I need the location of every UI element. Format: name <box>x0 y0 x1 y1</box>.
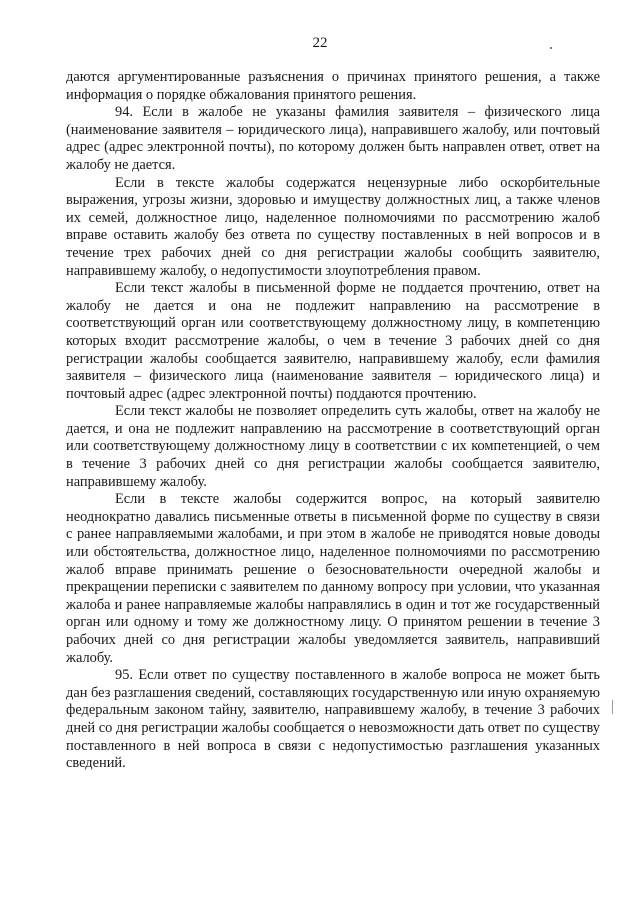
page-number: 22 <box>312 35 328 51</box>
scan-mark <box>550 47 552 49</box>
scan-mark <box>612 700 613 714</box>
paragraph-94: 94. Если в жалобе не указаны фамилия заявителя – физического лица (наименование заявителя – юридического лица), направившего жалобу, или почтовый адрес (адрес электронной почты), по которому должен быть направлен ответ, ответ на жалобу не дается. <box>66 104 600 173</box>
document-body <box>66 69 600 773</box>
paragraph-offensive-content: Если в тексте жалобы содержатся нецензурные либо оскорбительные выражения, угрозы жизни, здоровью и имуществу должностных лиц, а также членов их семей, должностное лицо, наделенное полномочиями по рассмотрению жалоб вправе оставить жалобу без ответа по существу поставленных в ней вопросов и в течение трех рабочих дней со дня регистрации жалобы сообщить заявителю, направившему жалобу, о недопустимости злоупотребления правом. <box>66 174 600 279</box>
paragraph-unclear-essence: Если текст жалобы не позволяет определить суть жалобы, ответ на жалобу не дается, и она не подлежит направлению на рассмотрение в соответствующий орган или соответствующему должностному лицу в соответствии с их компетенцией, о чем в течение 3 рабочих дней со дня регистрации жалобы сообщается заявителю, направившему жалобу. <box>66 403 600 490</box>
paragraph-unreadable-text: Если текст жалобы в письменной форме не поддается прочтению, ответ на жалобу не дается и она не подлежит направлению на рассмотрение в соответствующий орган или соответствующему должностному лицу, в компетенцию которых входит рассмотрение жалобы, о чем в течение 3 рабочих дней со дня регистрации жалобы сообщается заявителю, направившему жалобу, если фамилия заявителя – физического лица (наименование заявителя – юридического лица) и почтовый адрес (адрес электронной почты) поддаются прочтению. <box>66 280 600 402</box>
paragraph-repeated-complaint: Если в тексте жалобы содержится вопрос, на который заявителю неоднократно давались письменные ответы в письменной форме по существу в связи с ранее направляемыми жалобами, и при этом в жалобе не приводятся новые доводы или обстоятельства, должностное лицо, наделенное полномочиями по рассмотрению жалоб вправе принимать решение о безосновательности очередной жалобы и прекращении переписки с заявителем по данному вопросу при условии, что указанная жалоба и ранее направляемые жалобы направлялись в один и тот же государственный орган или одному и тому же должностному лицу. О принятом решении в течение 3 рабочих дней со дня регистрации жалобы уведомляется заявитель, направивший жалобу. <box>66 491 600 666</box>
paragraph-continuation: даются аргументированные разъяснения о причинах принятого решения, а также информация о порядке обжалования принятого решения. <box>66 69 600 103</box>
paragraph-95: 95. Если ответ по существу поставленного в жалобе вопроса не может быть дан без разглашения сведений, составляющих государственную или иную охраняемую федеральным законом тайну, заявителю, направившему жалобу, в течение 3 рабочих дней со дня регистрации жалобы сообщается о невозможности дать ответ по существу поставленного в ней вопроса в связи с недопустимостью разглашения указанных сведений. <box>66 667 601 772</box>
